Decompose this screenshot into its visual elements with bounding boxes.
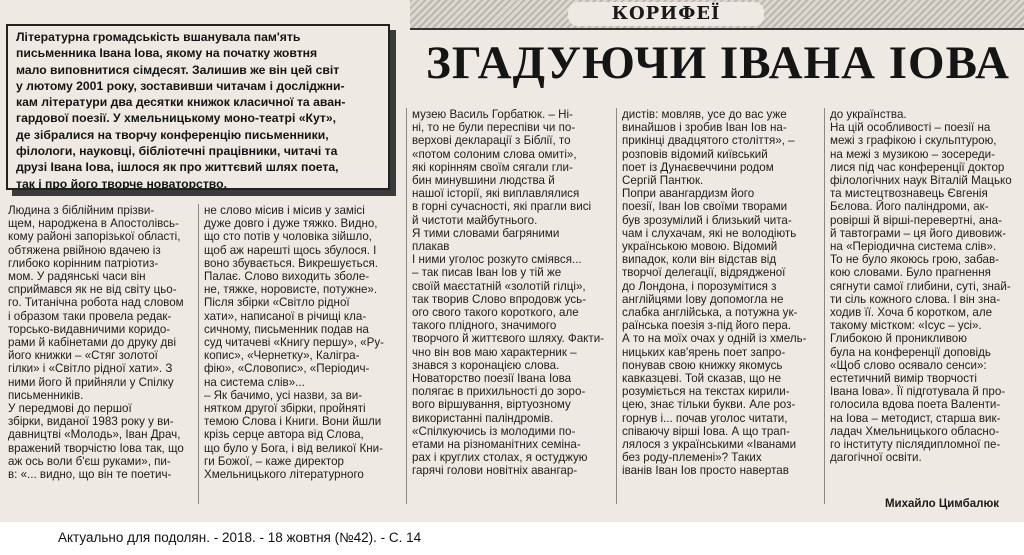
text-line: кою словами. Було прагнення	[830, 266, 991, 280]
text-line: сягнути самої глибини, суті, знай-	[830, 279, 1011, 293]
text-line: й тавтограми – ця його дивовиж-	[830, 226, 1006, 240]
text-line: чам і слухачам, які не володіють	[622, 226, 797, 240]
text-line: що було у Бога, і від великої Кни-	[204, 441, 383, 455]
text-line: співаючу вірші Іова. А що трап-	[622, 424, 790, 438]
text-line: творчого й життєвого шляху. Факти-	[412, 332, 605, 346]
text-line: і образом таки провела редак-	[8, 309, 172, 323]
text-line: Людина з біблійним прізви-	[8, 204, 155, 217]
text-line: випадок, коли він відстав від	[622, 253, 777, 267]
text-line: цею, знає тільки букви. Але роз-	[622, 398, 796, 412]
text-line: нашої історії, які виплавлялися	[412, 187, 580, 201]
source-caption: Актуально для подолян. - 2018. - 18 жовтня (№42). - С. 14	[58, 530, 422, 545]
text-line: ні, то не були переспіви чи по-	[412, 121, 576, 135]
text-line: на система слів»...	[204, 375, 305, 389]
text-line: ти сіль кожного слова. І він зна-	[830, 292, 1001, 306]
text-line: без роду-племені»? Таких	[622, 451, 762, 465]
text-line: творчої делегації, відрядженої	[622, 266, 786, 280]
text-line: Новаторство поезії Івана Іова	[412, 372, 572, 386]
text-line: глибоко корінним патріотиз-	[8, 256, 159, 270]
text-line: його книжки – «Стяг золотої	[8, 349, 158, 363]
text-line: У передмові до першої	[8, 402, 132, 416]
text-line: давництві «Молодь», Іван Драч,	[8, 428, 181, 442]
text-line: іванів Іван Іов просто навертав	[622, 464, 789, 478]
lead-line: Літературна громадськість вшанувала пам'ять	[16, 30, 301, 44]
text-line: до українства.	[830, 108, 907, 121]
text-line: естетичний вимір творчості	[830, 372, 977, 386]
text-line: Хмельницького літературного	[204, 468, 364, 482]
text-line: полягає в прихильності до зоро-	[412, 385, 586, 399]
text-line: – так писав Іван Іов у тій же	[412, 266, 562, 280]
text-line: лися під час конференції доктор	[830, 160, 1005, 174]
text-line: дагогічної освіти.	[830, 451, 922, 465]
text-line: Попри авангардизм його	[622, 187, 755, 201]
text-line: та мистецтвознавець Євгенія	[830, 187, 988, 201]
text-line: кому районі запорізької області,	[8, 230, 181, 244]
text-line: прикінці двадцятого століття», –	[622, 134, 795, 148]
text-line: збірки, виданої 1983 року у ви-	[8, 415, 174, 429]
text-line: так творив Слово впродовж усь-	[412, 292, 587, 306]
text-line: «потом солоним слова омиті»,	[412, 147, 577, 161]
text-line: на Іова – методист, старша вик-	[830, 411, 1001, 425]
text-line: горнув і... почав уголос читати,	[622, 411, 788, 425]
text-line: на межі з музикою – зосереди-	[830, 147, 995, 161]
text-line: ходив її. Хоча б коротком, але	[830, 306, 993, 320]
text-line: була на конференції доповідь	[830, 345, 991, 359]
lead-line: мало виповнитися сімдесят. Залишив же він цей світ	[16, 62, 340, 77]
text-line: до Лондона, і порозумітися з	[622, 279, 777, 293]
column-divider	[198, 204, 199, 504]
text-line: обтяжена рвійною вдачею із	[8, 243, 161, 257]
article-column-4	[622, 108, 818, 478]
text-line: хати», написаної в річищі кла-	[204, 309, 367, 323]
text-line: не слово місив і місив у замісі	[204, 204, 365, 217]
text-line: А то на моїх очах у одній із хмель-	[622, 332, 807, 346]
text-line: ними його й прийняли у Спілку	[8, 375, 174, 389]
lead-line: друзі Івана Іова, ішлося як про життєвий шлях поета,	[16, 160, 339, 175]
text-line: На цій особливості – поезії на	[830, 121, 991, 135]
text-line: Івана Іова». Її підготувала й про-	[830, 385, 1006, 399]
text-line: ги Божої, – каже директор	[204, 454, 345, 468]
text-line: українською мовою. Відомий	[622, 240, 778, 254]
text-line: го інституту післядипломної пе-	[830, 438, 1001, 452]
lead-line: письменника Івана Іова, якому на початку жовтня	[16, 46, 318, 61]
text-line: То не було якоюсь грою, забав-	[830, 253, 999, 267]
text-line: винайшов і зробив Іван Іов на-	[622, 121, 787, 135]
text-line: дистів: мовляв, усе до вас уже	[622, 108, 787, 121]
text-line: рах і круглих столах, я остуджую	[412, 451, 588, 465]
text-line: не, тяжке, норовисте, потужне».	[204, 283, 378, 297]
text-line: письменників.	[8, 388, 84, 402]
lead-line: так і про його творче новаторство.	[16, 176, 227, 191]
text-line: плакав	[412, 240, 450, 254]
text-line: розуміється на текстах кирили-	[622, 385, 790, 399]
text-line: межі з графікою і скульптурою,	[830, 134, 997, 148]
article-column-5	[830, 108, 1024, 464]
text-line: копис», «Чернетку», Калігра-	[204, 349, 360, 363]
text-line: що сто потів у чоловіка зійшло,	[204, 230, 373, 244]
text-line: й чистоти майбутнього.	[412, 213, 538, 227]
text-line: вого віршування, віртуозному	[412, 398, 571, 412]
text-line: вражений творчістю Іова так, що	[8, 441, 184, 455]
text-line: чно він вов маю характерник –	[412, 345, 577, 359]
text-line: розповів відомий київський	[622, 147, 768, 161]
text-line: був зрозумілий і близький чита-	[622, 213, 792, 227]
text-line: мом. У радянські часи він	[8, 270, 146, 284]
text-line: голосила вдова поета Валенти-	[830, 398, 1001, 412]
text-line: музею Василь Горбатюк. – Ні-	[412, 108, 573, 121]
text-line: лялося з українськими «Іванами	[622, 438, 797, 452]
text-line: такому містком: «Ісус – усі».	[830, 319, 982, 333]
rubric-label: КОРИФЕЇ	[568, 2, 764, 26]
text-line: нятком другої збірки, пройняті	[204, 402, 366, 416]
text-line: фію», «Словопис», «Періодич-	[204, 362, 370, 376]
text-line: кавказцеві. Той сказав, що не	[622, 372, 782, 386]
text-line: Я тими словами багряними	[412, 226, 560, 240]
text-line: аж ось воли б'єш руками», пи-	[8, 454, 171, 468]
article-headline: ЗГАДУЮЧИ ІВАНА ІОВА	[426, 37, 1010, 89]
text-line: ницьких кав'ярень поет запро-	[622, 345, 786, 359]
text-line: Після збірки «Світло рідної	[204, 296, 350, 310]
text-line: такого плідного, значимого	[412, 319, 557, 333]
text-line: понував свою книжку якомусь	[622, 358, 783, 372]
text-line: темою Слова і Книги. Вони йшли	[204, 415, 382, 429]
text-line: філологічних наук Віталій Мацько	[830, 174, 1012, 188]
text-line: го. Титанічна робота над словом	[8, 296, 184, 310]
text-line: знався з коронацією слова.	[412, 358, 560, 372]
text-line: в: «... видно, що він те поетич-	[8, 468, 172, 482]
article-column-2	[204, 204, 400, 481]
lead-line: у лютому 2001 року, зоставивши читачам і досліджни-	[16, 78, 345, 93]
article-column-1	[8, 204, 194, 481]
text-line: Глибокою й проникливою	[830, 332, 967, 346]
lead-line: гардової поезії. У хмельницькому моно-театрі «Кут»,	[16, 111, 336, 126]
text-line: рами й кабінетами до друку дві	[8, 336, 177, 350]
text-line: ого свого такого короткого, але	[412, 306, 579, 320]
text-line: – Як бачимо, усі назви, за ви-	[204, 388, 363, 402]
text-line: слабка англійська, а потужна ук-	[622, 306, 798, 320]
lead-line: кам літератури два десятки книжок класичної та аван-	[16, 95, 346, 110]
lead-line: де зібралися на творчу конференцію письменники,	[16, 127, 329, 142]
text-line: поет із Дунаєвеччини родом	[622, 160, 774, 174]
text-line: щем, народжена в Апостолівсь-	[8, 217, 179, 231]
text-line: ладач Хмельницького обласно-	[830, 424, 1000, 438]
text-line: «Щоб слово осявало сенси»:	[830, 358, 987, 372]
text-line: торсько-видавничими коридо-	[8, 322, 171, 336]
text-line: сичному, письменник подав на	[204, 322, 369, 336]
text-line: які корінням своїм сягали гли-	[412, 160, 573, 174]
text-line: ровірші й вірші-перевертні, ана-	[830, 213, 1002, 227]
article-column-3	[412, 108, 610, 478]
text-line: раїнська поезія з-під його пера.	[622, 319, 792, 333]
text-line: воно збувається. Викрешується.	[204, 256, 379, 270]
text-line: гарячі голови новітніх авангар-	[412, 464, 578, 478]
text-line: дуже довго і дуже тяжко. Видно,	[204, 217, 378, 231]
text-line: етами на різноманітних семіна-	[412, 438, 581, 452]
text-line: щоб аж нарешті щось збулося. І	[204, 243, 377, 257]
column-divider	[824, 108, 825, 504]
column-divider	[616, 108, 617, 504]
text-line: Сергій Пантюк.	[622, 174, 704, 188]
text-line: на «Періодична система слів».	[830, 240, 997, 254]
text-line: Палає. Слово виходить зболе-	[204, 270, 370, 284]
text-line: поезії, Іван Іов своїми творами	[622, 200, 788, 214]
text-line: використанні паліндромів.	[412, 411, 554, 425]
text-line: верхові декларації з Біблії, то	[412, 134, 571, 148]
text-line: крізь серце автора від Слова,	[204, 428, 364, 442]
lead-paragraph	[6, 24, 390, 190]
text-line: своїй маєстатній «золотій гілці»,	[412, 279, 586, 293]
text-line: І ними уголос розкуто сміявся...	[412, 253, 582, 267]
lead-line: філологи, науковці, бібліотечні працівники, читачі та	[16, 144, 338, 159]
author-signature: Михайло Цимбалюк	[884, 498, 1000, 510]
text-line: в горні сучасності, які прагли висі	[412, 200, 592, 214]
column-divider	[406, 108, 407, 504]
text-line: бин минувшини людства й	[412, 174, 555, 188]
text-line: англійцями Іову допомогла не	[622, 292, 784, 306]
text-line: «Спілкуючись із молодими по-	[412, 424, 576, 438]
text-line: суд читачеві «Книгу першу», «Ру-	[204, 336, 384, 350]
text-line: Бєлова. Його паліндроми, ак-	[830, 200, 989, 214]
text-line: сприймався як не від світу цьо-	[8, 283, 177, 297]
text-line: гілки» і «Світло рідної хати». З	[8, 362, 173, 376]
